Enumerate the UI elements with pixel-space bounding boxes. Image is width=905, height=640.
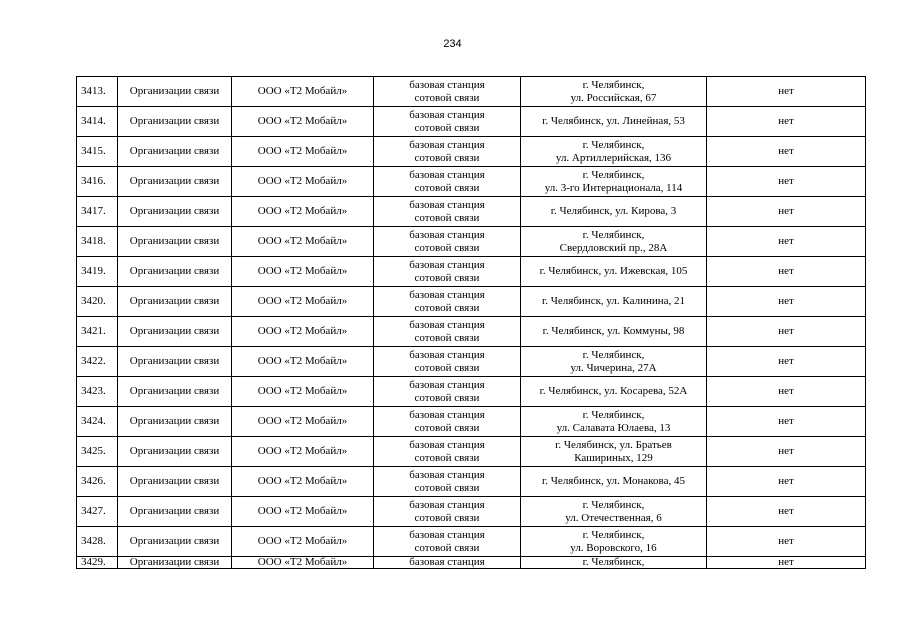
object-type-cell-line: сотовой связи [414,361,480,374]
table-row [77,527,866,557]
object-type-cell [374,437,521,467]
object-type-cell-line: сотовой связи [414,241,480,254]
table-row [77,257,866,287]
address-cell-line: г. Челябинск, [582,498,645,511]
page-number: 234 [443,38,462,50]
flag-cell: нет [707,257,866,287]
object-type-cell-line: базовая станция [409,138,485,151]
table-row [77,347,866,377]
category-cell: Организации связи [118,167,232,197]
address-cell [521,227,707,257]
table-row [77,407,866,437]
object-type-cell-line: базовая станция [409,468,485,481]
object-type-cell [374,347,521,377]
row-number: 3414. [77,107,118,137]
address-cell-line: г. Челябинск, ул. Братьев [555,438,672,451]
row-number: 3426. [77,467,118,497]
table-row [77,377,866,407]
object-type-cell-line: базовая станция [409,556,485,568]
object-type-cell-line: базовая станция [409,198,485,211]
object-type-cell [374,497,521,527]
object-type-cell [374,257,521,287]
address-cell-line: г. Челябинск, [582,168,645,181]
category-cell: Организации связи [118,407,232,437]
object-type-cell-line: сотовой связи [414,211,480,224]
address-cell [521,527,707,557]
address-cell-line: ул. Отечественная, 6 [565,511,662,524]
category-cell: Организации связи [118,497,232,527]
flag-cell: нет [707,287,866,317]
address-cell-line: г. Челябинск, [582,556,645,568]
category-cell: Организации связи [118,527,232,557]
row-number: 3427. [77,497,118,527]
object-type-cell-line: базовая станция [409,228,485,241]
owner-cell: ООО «Т2 Мобайл» [232,287,374,317]
category-cell: Организации связи [118,317,232,347]
category-cell: Организации связи [118,287,232,317]
object-type-cell-line: базовая станция [409,288,485,301]
registry-table [76,76,866,569]
category-cell: Организации связи [118,197,232,227]
object-type-cell-line: сотовой связи [414,181,480,194]
category-cell: Организации связи [118,467,232,497]
row-number: 3419. [77,257,118,287]
address-cell-line: ул. Салавата Юлаева, 13 [556,421,671,434]
owner-cell: ООО «Т2 Мобайл» [232,467,374,497]
flag-cell: нет [707,317,866,347]
object-type-cell [374,137,521,167]
row-number: 3421. [77,317,118,347]
owner-cell: ООО «Т2 Мобайл» [232,197,374,227]
object-type-cell [374,527,521,557]
address-cell [521,467,707,497]
flag-cell: нет [707,167,866,197]
owner-cell: ООО «Т2 Мобайл» [232,317,374,347]
address-cell [521,107,707,137]
object-type-cell [374,287,521,317]
object-type-cell-line: сотовой связи [414,151,480,164]
address-cell-line: г. Челябинск, [582,408,645,421]
category-cell: Организации связи [118,257,232,287]
owner-cell: ООО «Т2 Мобайл» [232,347,374,377]
object-type-cell [374,557,521,569]
row-number: 3429. [77,557,118,569]
owner-cell: ООО «Т2 Мобайл» [232,377,374,407]
address-cell-line: г. Челябинск, ул. Ижевская, 105 [539,265,688,277]
flag-cell: нет [707,137,866,167]
address-cell-line: г. Челябинск, ул. Калинина, 21 [541,295,686,307]
flag-cell: нет [707,107,866,137]
address-cell [521,407,707,437]
flag-cell: нет [707,527,866,557]
flag-cell: нет [707,197,866,227]
object-type-cell-line: сотовой связи [414,91,480,104]
object-type-cell-line: базовая станция [409,438,485,451]
object-type-cell-line: сотовой связи [414,421,480,434]
flag-cell: нет [707,377,866,407]
row-number: 3413. [77,77,118,107]
object-type-cell-line: базовая станция [409,378,485,391]
object-type-cell [374,227,521,257]
address-cell-line: г. Челябинск, ул. Монакова, 45 [542,475,685,487]
table-row [77,197,866,227]
object-type-cell [374,317,521,347]
address-cell-line: ул. 3-го Интернационала, 114 [544,181,683,194]
address-cell [521,497,707,527]
address-cell-line: г. Челябинск, [582,228,645,241]
row-number: 3425. [77,437,118,467]
address-cell-line: г. Челябинск, [582,348,645,361]
address-cell-line: Кашириных, 129 [574,451,653,464]
row-number: 3416. [77,167,118,197]
address-cell-line: г. Челябинск, [582,138,645,151]
owner-cell: ООО «Т2 Мобайл» [232,137,374,167]
address-cell [521,137,707,167]
row-number: 3418. [77,227,118,257]
category-cell: Организации связи [118,377,232,407]
table-row [77,77,866,107]
category-cell: Организации связи [118,227,232,257]
table-row [77,497,866,527]
row-number: 3420. [77,287,118,317]
registry-table-body [77,77,866,569]
address-cell-line: г. Челябинск, [582,528,645,541]
object-type-cell-line: базовая станция [409,498,485,511]
address-cell-line: ул. Воровского, 16 [570,541,657,554]
address-cell [521,287,707,317]
flag-cell: нет [707,467,866,497]
address-cell [521,377,707,407]
address-cell-line: ул. Артиллерийская, 136 [555,151,672,164]
owner-cell: ООО «Т2 Мобайл» [232,257,374,287]
owner-cell: ООО «Т2 Мобайл» [232,407,374,437]
object-type-cell [374,377,521,407]
flag-cell: нет [707,437,866,467]
address-cell [521,347,707,377]
owner-cell: ООО «Т2 Мобайл» [232,167,374,197]
row-number: 3423. [77,377,118,407]
owner-cell: ООО «Т2 Мобайл» [232,227,374,257]
table-row [77,227,866,257]
address-cell-line: ул. Российская, 67 [570,91,657,104]
address-cell [521,557,707,569]
address-cell [521,167,707,197]
object-type-cell [374,167,521,197]
object-type-cell-line: сотовой связи [414,511,480,524]
category-cell: Организации связи [118,77,232,107]
category-cell: Организации связи [118,437,232,467]
object-type-cell-line: базовая станция [409,528,485,541]
object-type-cell-line: базовая станция [409,108,485,121]
table-row [77,557,866,569]
object-type-cell-line: базовая станция [409,168,485,181]
flag-cell: нет [707,347,866,377]
object-type-cell [374,407,521,437]
address-cell [521,197,707,227]
category-cell: Организации связи [118,137,232,167]
object-type-cell-line: базовая станция [409,408,485,421]
category-cell: Организации связи [118,557,232,569]
object-type-cell-line: базовая станция [409,258,485,271]
object-type-cell [374,77,521,107]
object-type-cell-line: базовая станция [409,78,485,91]
category-cell: Организации связи [118,347,232,377]
address-cell-line: Свердловский пр., 28А [559,241,668,254]
flag-cell: нет [707,77,866,107]
object-type-cell-line: базовая станция [409,318,485,331]
category-cell: Организации связи [118,107,232,137]
row-number: 3415. [77,137,118,167]
object-type-cell-line: сотовой связи [414,391,480,404]
object-type-cell [374,197,521,227]
row-number: 3422. [77,347,118,377]
row-number: 3417. [77,197,118,227]
address-cell [521,317,707,347]
address-cell-line: г. Челябинск, [582,78,645,91]
flag-cell: нет [707,497,866,527]
owner-cell: ООО «Т2 Мобайл» [232,527,374,557]
flag-cell: нет [707,557,866,569]
address-cell-line: г. Челябинск, ул. Косарева, 52А [539,385,688,397]
object-type-cell-line: сотовой связи [414,541,480,554]
object-type-cell-line: сотовой связи [414,121,480,134]
address-cell-line: г. Челябинск, ул. Кирова, 3 [550,205,677,217]
object-type-cell [374,467,521,497]
owner-cell: ООО «Т2 Мобайл» [232,437,374,467]
owner-cell: ООО «Т2 Мобайл» [232,497,374,527]
object-type-cell [374,107,521,137]
address-cell [521,77,707,107]
address-cell [521,257,707,287]
address-cell-line: ул. Чичерина, 27А [570,361,657,374]
address-cell [521,437,707,467]
table-row [77,287,866,317]
table-row [77,137,866,167]
table-row [77,467,866,497]
object-type-cell-line: сотовой связи [414,331,480,344]
table-row [77,167,866,197]
object-type-cell-line: сотовой связи [414,451,480,464]
table-row [77,317,866,347]
table-row [77,437,866,467]
object-type-cell-line: сотовой связи [414,301,480,314]
owner-cell: ООО «Т2 Мобайл» [232,77,374,107]
table-row [77,107,866,137]
row-number: 3424. [77,407,118,437]
owner-cell: ООО «Т2 Мобайл» [232,557,374,569]
object-type-cell-line: сотовой связи [414,481,480,494]
flag-cell: нет [707,227,866,257]
address-cell-line: г. Челябинск, ул. Линейная, 53 [542,115,685,127]
address-cell-line: г. Челябинск, ул. Коммуны, 98 [542,325,685,337]
row-number: 3428. [77,527,118,557]
object-type-cell-line: базовая станция [409,348,485,361]
owner-cell: ООО «Т2 Мобайл» [232,107,374,137]
object-type-cell-line: сотовой связи [414,271,480,284]
flag-cell: нет [707,407,866,437]
